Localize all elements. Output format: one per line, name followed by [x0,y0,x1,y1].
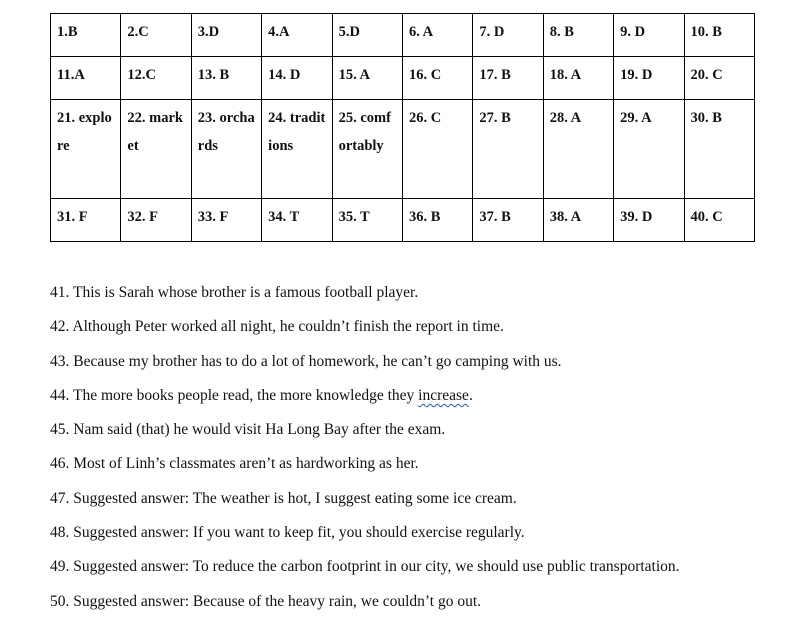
answer-cell: 6. A [402,14,472,57]
answer-cell: 1.B [51,14,121,57]
answer-cell: 18. A [543,57,613,100]
sentence-45: 45. Nam said (that) he would visit Ha Long Bay after the exam. [50,421,446,439]
sentence-44 [50,382,770,416]
table-row [51,14,755,57]
sentence-43: 43. Because my brother has to do a lot of homework, he can’t go camping with us. [50,352,562,370]
answer-cell: 9. D [614,14,684,57]
sentence-44-start: 44. The more books people read, the more knowledge they [50,386,419,404]
answer-cell: 24. traditions [262,100,332,199]
grammar-flagged-word[interactable]: increase [418,386,469,404]
sentence-47: 47. Suggested answer: The weather is hot, I suggest eating some ice cream. [50,489,517,507]
answer-cell: 27. B [473,100,543,199]
answer-cell: 8. B [543,14,613,57]
answer-cell: 35. T [332,199,402,242]
answer-cell: 25. comfortably [332,100,402,199]
answer-cell: 4.A [262,14,332,57]
answer-cell: 5.D [332,14,402,57]
sentence-44-end: . [468,386,473,404]
answer-cell: 7. D [473,14,543,57]
answer-cell: 10. B [684,14,754,57]
answer-cell: 39. D [614,199,684,242]
answer-cell: 21. explore [51,100,121,199]
answer-sentences [50,279,770,622]
answer-cell: 26. C [402,100,472,199]
answer-cell: 32. F [121,199,191,242]
answer-cell: 22. market [121,100,191,199]
answer-cell: 17. B [473,57,543,100]
answer-cell: 20. C [684,57,754,100]
answer-cell: 3.D [191,14,261,57]
answer-cell: 37. B [473,199,543,242]
table-row [51,100,755,199]
answer-key-table [50,13,755,242]
answer-cell: 16. C [402,57,472,100]
answer-cell: 36. B [402,199,472,242]
answer-cell: 2.C [121,14,191,57]
sentence-48: 48. Suggested answer: If you want to keep fit, you should exercise regularly. [50,524,525,542]
answer-cell: 28. A [543,100,613,199]
sentence-41: 41. This is Sarah whose brother is a famous football player. [50,284,419,301]
answer-cell: 31. F [51,199,121,242]
answer-cell: 13. B [191,57,261,100]
answer-cell: 12.C [121,57,191,100]
answer-cell: 29. A [614,100,684,199]
answer-cell: 14. D [262,57,332,100]
answer-cell: 15. A [332,57,402,100]
answer-cell: 19. D [614,57,684,100]
sentence-42: 42. Although Peter worked all night, he couldn’t finish the report in time. [50,318,504,336]
sentence-50: 50. Suggested answer: Because of the heavy rain, we couldn’t go out. [50,592,482,610]
answer-cell: 33. F [191,199,261,242]
answer-cell: 34. T [262,199,332,242]
answer-cell: 11.A [51,57,121,100]
answer-cell: 30. B [684,100,754,199]
table-row [51,199,755,242]
table-row [51,57,755,100]
answer-cell: 40. C [684,199,754,242]
answer-cell: 38. A [543,199,613,242]
sentence-46: 46. Most of Linh’s classmates aren’t as hardworking as her. [50,455,419,473]
sentence-49: 49. Suggested answer: To reduce the carbon footprint in our city, we should use public transportation. [50,558,680,576]
answer-cell: 23. orchards [191,100,261,199]
